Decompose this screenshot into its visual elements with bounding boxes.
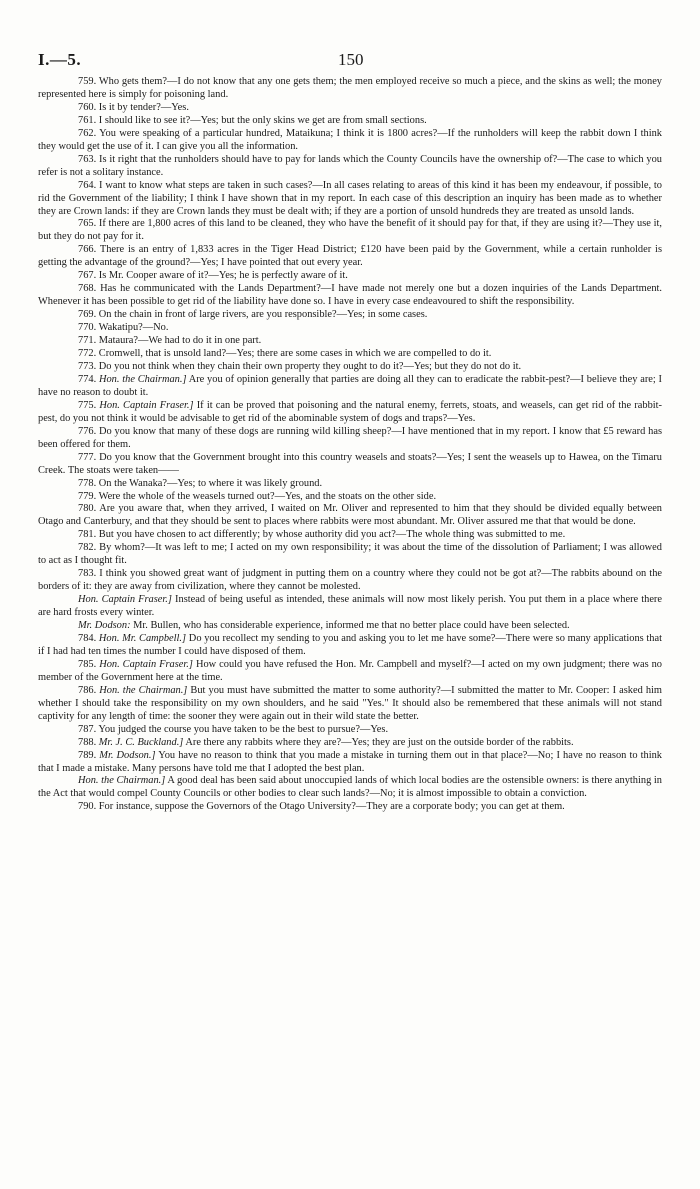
evidence-paragraph: 775. Hon. Captain Fraser.] If it can be proved that poisoning and the natural enemy, ferrets, stoats, and weasels, can get rid of the rabbit-pest, do you not think it would be advisable to get rid of the abominable system of dogs and traps?—Yes. — [38, 399, 663, 424]
evidence-paragraph: Hon. Captain Fraser.] Instead of being useful as intended, these animals will now most likely perish. You put them in a place where there are hard frosts every winter. — [38, 594, 663, 619]
evidence-paragraph: 790. For instance, suppose the Governors of the Otago University?—They are a corporate body; you can get at them. — [78, 801, 565, 813]
evidence-paragraph: 781. But you have chosen to act differently; by whose authority did you act?—The whole thing was submitted to me. — [78, 529, 566, 541]
speaker-name: Mr. J. C. Buckland.] — [98, 736, 184, 748]
speaker-name: Hon. Captain Fraser.] — [78, 594, 172, 606]
evidence-paragraph: 778. On the Wanaka?—Yes; to where it was likely ground. — [78, 477, 323, 489]
evidence-paragraph: 788. Mr. J. C. Buckland.] Are there any rabbits where they are?—Yes; they are just on the outside border of the rabbits. — [78, 736, 574, 748]
page-number: 150 — [338, 50, 364, 69]
evidence-body — [38, 76, 662, 814]
speaker-name: Hon. the Chairman.] — [78, 775, 166, 787]
evidence-paragraph: 763. Is it right that the runholders should have to pay for lands which the County Councils have the ownership of?—The case to which you refer is not a solitary instance. — [38, 153, 662, 178]
evidence-paragraph: 774. Hon. the Chairman.] Are you of opinion generally that parties are doing all they can to eradicate the rabbit-pest?—I believe they are; I have no reason to doubt it. — [38, 373, 663, 398]
evidence-paragraph: 759. Who gets them?—I do not know that any one gets them; the men employed receive so much a piece, and the skins as well; the money represented here is simply for poisoning land. — [38, 76, 662, 100]
evidence-paragraph: 768. Has he communicated with the Lands Department?—I have made not merely one but a dozen inquiries of the Lands Department. Whenever it has been possible to get rid of the liability have done so. I have in every case endeavoured to shift the responsibility. — [38, 283, 662, 308]
speaker-name: Hon. the Chairman.] — [99, 684, 188, 696]
evidence-paragraph: 786. Hon. the Chairman.] But you must have submitted the matter to some authority?—I submitted the matter to Mr. Cooper: I asked him whether I should take the responsibility on my own shoulders, and he said "Yes." It should also be remembered that these animals will not stand captivity for any length of time: the sooner they were again out in their wild state the better. — [38, 684, 662, 722]
evidence-paragraph: 769. On the chain in front of large rivers, are you responsible?—Yes; in some cases. — [78, 309, 428, 321]
evidence-paragraph: Hon. the Chairman.] A good deal has been said about unoccupied lands of which local bodies are the ostensible owners: is there anything in the Act that would compel County Councils or other bodies to clear such lands?—No; it is almost impossible to obtain a conviction. — [38, 775, 663, 800]
evidence-paragraph: 760. Is it by tender?—Yes. — [78, 101, 189, 113]
evidence-paragraph: 787. You judged the course you have taken to be the best to pursue?—Yes. — [78, 723, 389, 735]
evidence-paragraph: 761. I should like to see it?—Yes; but the only skins we get are from small sections. — [78, 114, 427, 126]
evidence-paragraph: 785. Hon. Captain Fraser.] How could you have refused the Hon. Mr. Campbell and myself?—I acted on my own judgment; there was no member of the Government here at the time. — [38, 658, 662, 683]
evidence-paragraph: 777. Do you know that the Government brought into this country weasels and stoats?—Yes; I sent the weasels up to Hawea, on the Timaru Creek. The stoats were taken—— — [38, 451, 662, 476]
speaker-name: Mr. Dodson: — [78, 620, 131, 632]
evidence-paragraph: 764. I want to know what steps are taken in such cases?—In all cases relating to areas of this kind it has been my endeavour, if possible, to rid the Government of the liability; I think I have shown that in my report. In each case of this description an inquiry has been made as to whether they are Crown lands: if they are Crown lands they must be dealt with; if they are a portion of unsold hundreds they are treated as unsold lands. — [38, 179, 662, 217]
evidence-paragraph: 784. Hon. Mr. Campbell.] Do you recollect my sending to you and asking you to let me have some?—There were so many applications that if I had had ten times the number I could have disposed of them. — [38, 632, 662, 657]
evidence-paragraph: 767. Is Mr. Cooper aware of it?—Yes; he is perfectly aware of it. — [78, 270, 348, 282]
page-header — [38, 50, 662, 74]
evidence-paragraph: 766. There is an entry of 1,833 acres in the Tiger Head District; £120 have been paid by the Government, while a certain runholder is getting the advantage of the ground?—Yes; I have pointed that out every year. — [38, 244, 662, 269]
speaker-name: Hon. Captain Fraser.] — [99, 658, 193, 670]
evidence-paragraph: 779. Were the whole of the weasels turned out?—Yes, and the stoats on the other side. — [78, 490, 437, 502]
evidence-paragraph: 782. By whom?—It was left to me; I acted on my own responsibility; it was about the time of the dissolution of Parliament; I was allowed to act as I thought fit. — [38, 542, 662, 567]
evidence-paragraph: 776. Do you know that many of these dogs are running wild killing sheep?—I have mentioned that in my report. I know that £5 reward has been offered for them. — [38, 425, 662, 450]
evidence-paragraph: 773. Do you not think when they chain their own property they ought to do it?—Yes; but they do not do it. — [78, 360, 522, 372]
speaker-name: Mr. Dodson.] — [99, 749, 156, 761]
speaker-name: Hon. the Chairman.] — [98, 373, 187, 385]
evidence-paragraph: Mr. Dodson: Mr. Bullen, who has considerable experience, informed me that no better place could have been selected. — [78, 620, 570, 632]
evidence-paragraph: 780. Are you aware that, when they arrived, I waited on Mr. Oliver and represented to him that they should be divided equally between Otago and Canterbury, and that they should be sent to places where rabbits were most abundant. Mr. Oliver assured me that that would be done. — [38, 503, 662, 528]
evidence-paragraph: 772. Cromwell, that is unsold land?—Yes; there are some cases in which we are compelled to do it. — [78, 348, 492, 360]
evidence-paragraph: 765. If there are 1,800 acres of this land to be cleaned, they who have the benefit of it should pay for that, if they are using it?—They use it, but they do not pay for it. — [38, 218, 662, 243]
evidence-paragraph: 789. Mr. Dodson.] You have no reason to think that you made a mistake in turning them out in that place?—No; I have no reason to think that I made a mistake. Many persons have told me that I adopted the best plan. — [38, 749, 662, 774]
speaker-name: Hon. Mr. Campbell.] — [98, 632, 187, 644]
evidence-paragraph: 762. You were speaking of a particular hundred, Mataikuna; I think it is 1800 acres?—If the runholders will keep the rabbit down I think they would get the use of it. I can give you all the information. — [38, 127, 662, 152]
speaker-name: Hon. Captain Fraser.] — [99, 399, 194, 411]
evidence-paragraph: 770. Wakatipu?—No. — [78, 322, 169, 334]
evidence-paragraph: 783. I think you showed great want of judgment in putting them on a country where they could not be got at?—The rabbits abound on the borders of it: they are away from civilization, where they cannot be molested. — [38, 568, 662, 593]
page-reference: I.—5. — [38, 50, 82, 69]
evidence-paragraph: 771. Mataura?—We had to do it in one part. — [78, 335, 262, 347]
